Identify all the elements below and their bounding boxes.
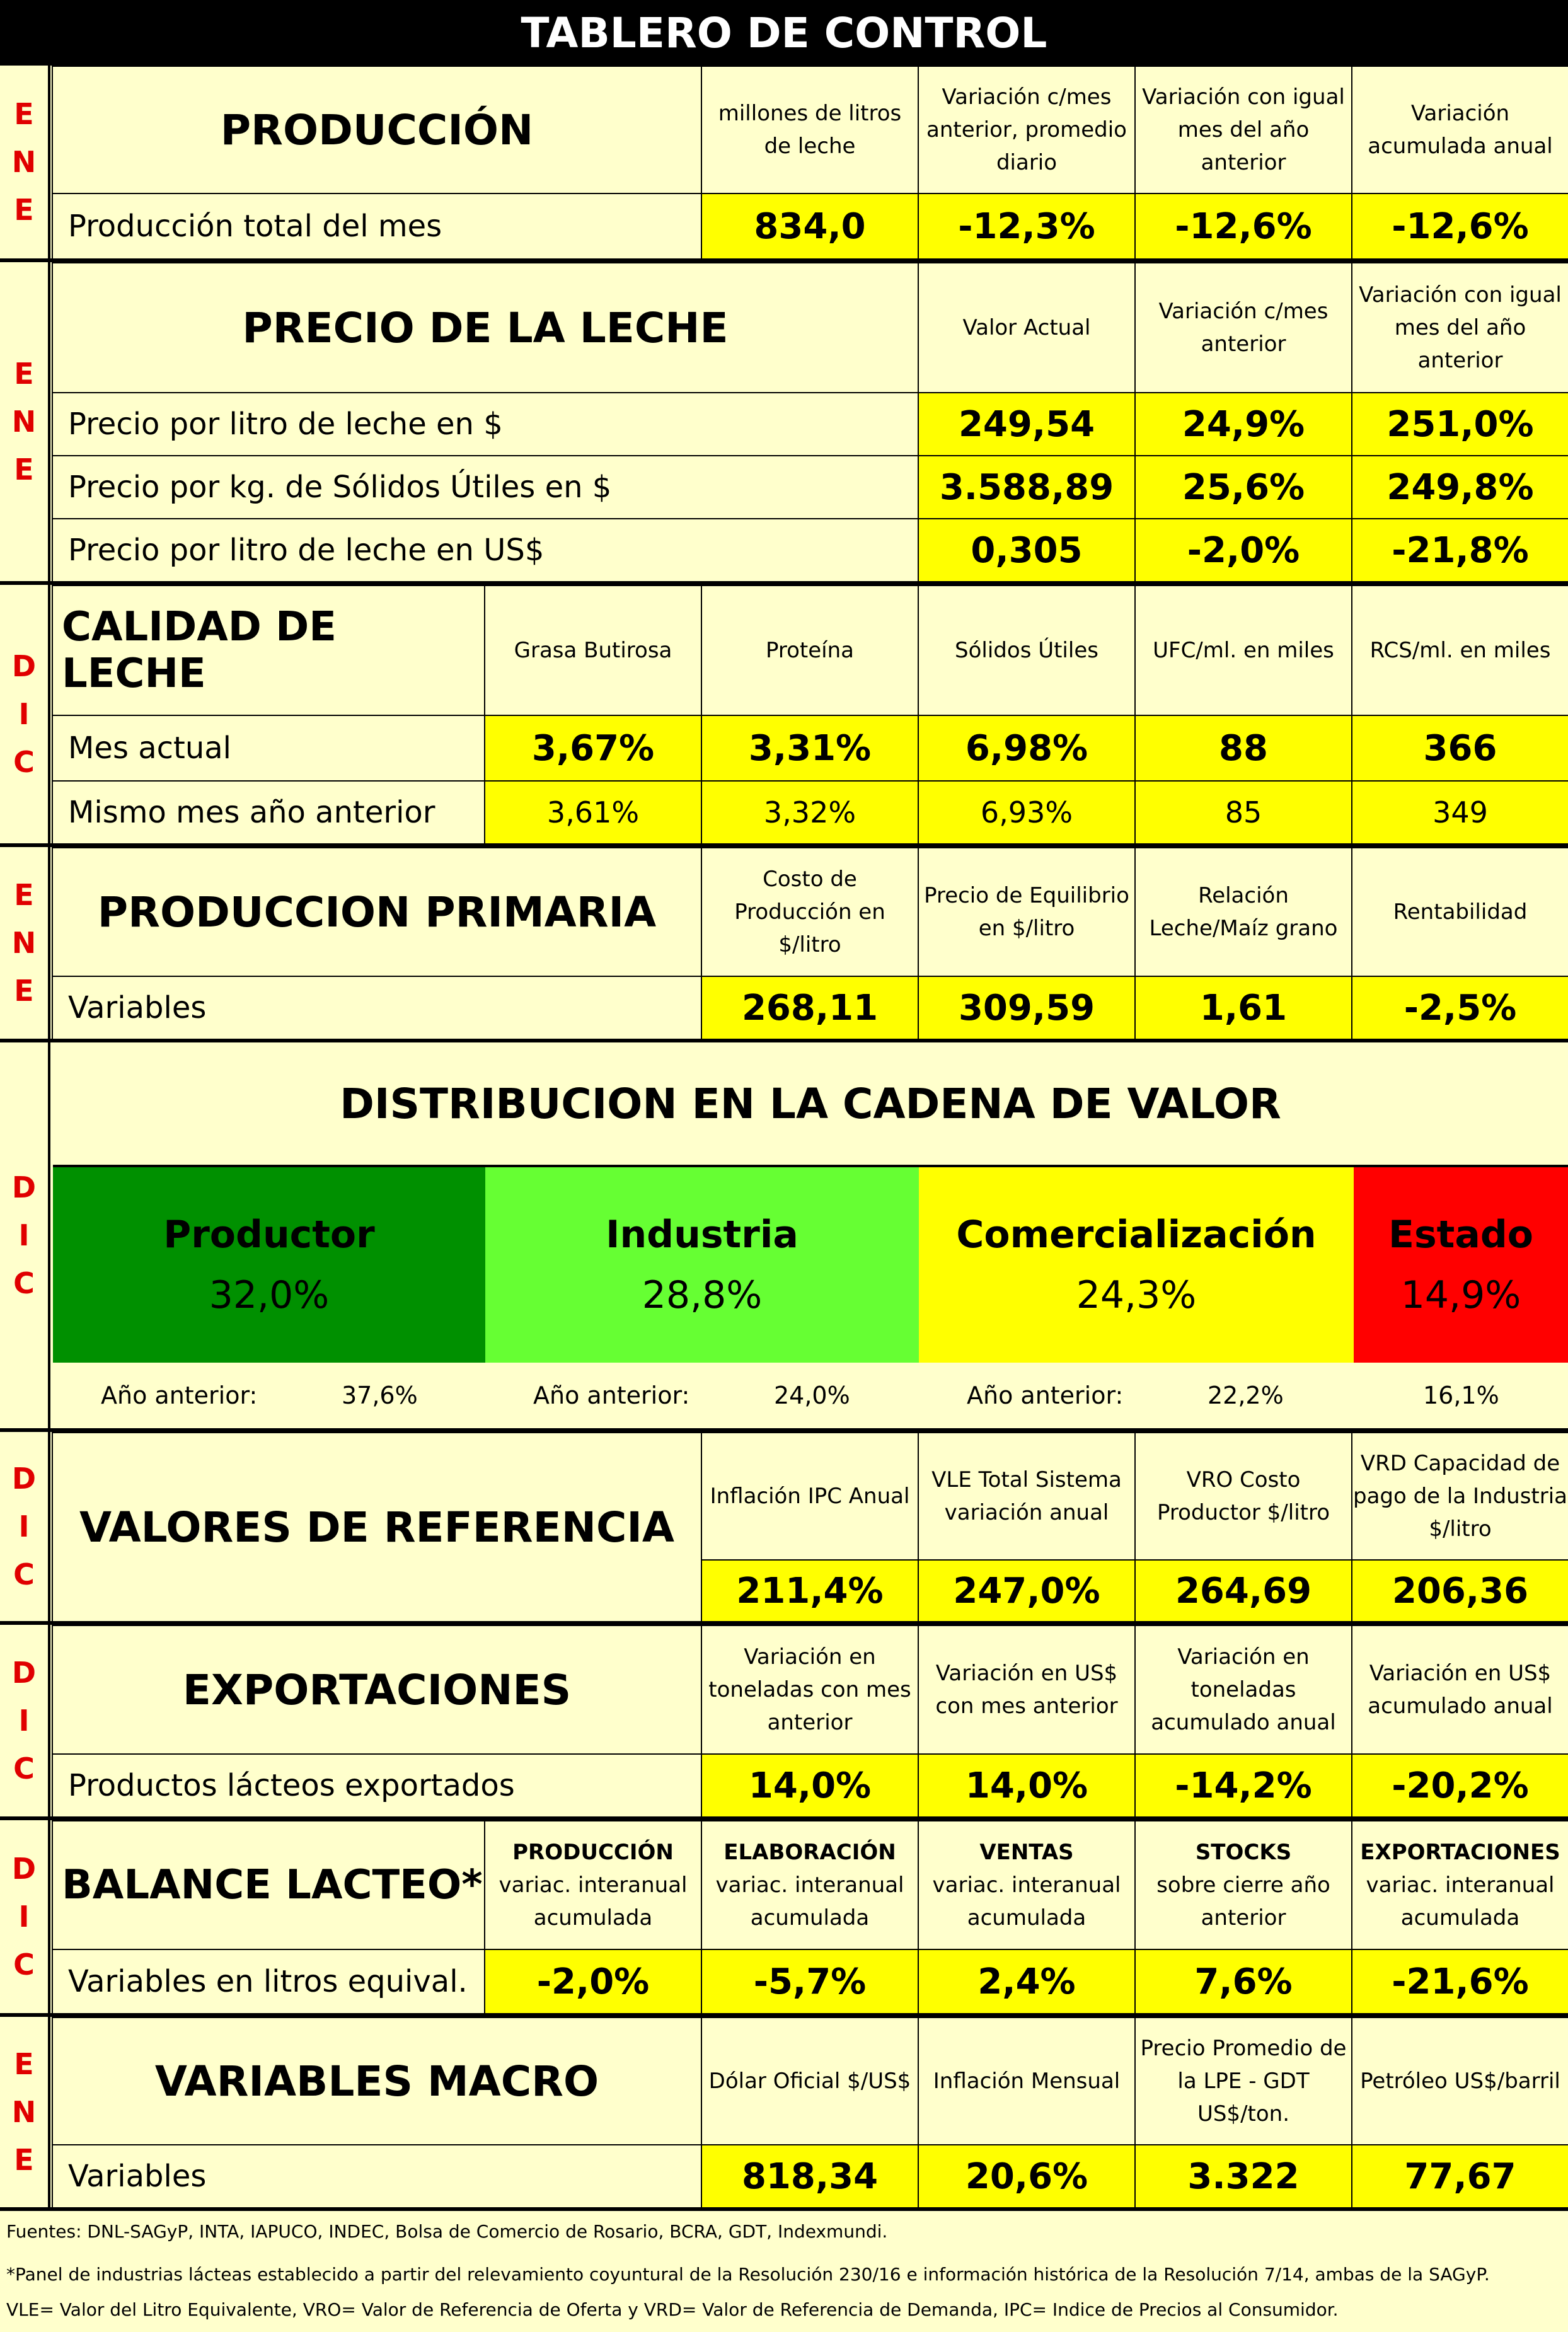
- primaria-table: [52, 847, 1568, 1040]
- col-header: Sólidos Útiles: [918, 586, 1135, 715]
- col-header: Variación en toneladas acumulado anual: [1135, 1625, 1352, 1754]
- distribution-band: [53, 1167, 1568, 1363]
- value-cell: 3.588,89: [918, 456, 1135, 519]
- value-cell: 3,32%: [701, 781, 918, 844]
- footer-glossary: VLE= Valor del Litro Equivalente, VRO= Valor de Referencia de Oferta y VRD= Valor de Referencia de Demanda, IPC= Indice de Precios al Consumidor.: [6, 2299, 1339, 2320]
- exportaciones-heading: EXPORTACIONES: [52, 1625, 701, 1754]
- value-cell: 206,36: [1352, 1560, 1568, 1622]
- col-header: UFC/ml. en miles: [1135, 586, 1352, 715]
- value-cell: 366: [1352, 715, 1568, 781]
- value-cell: 14,0%: [701, 1754, 918, 1817]
- col-header: ELABORACIÓN variac. interanual acumulada: [701, 1821, 918, 1949]
- value-cell: 249,8%: [1352, 456, 1568, 519]
- value-cell: 211,4%: [701, 1560, 918, 1622]
- macro-heading: VARIABLES MACRO: [52, 2017, 701, 2145]
- row-label: Variables en litros equival.: [52, 1949, 485, 2014]
- row-label: Mes actual: [52, 715, 485, 781]
- col-header: Variación en US$ con mes anterior: [918, 1625, 1135, 1754]
- col-header: VENTAS variac. interanual acumulada: [918, 1821, 1135, 1949]
- value-cell: 3,67%: [485, 715, 701, 781]
- month-label-precio: E N E: [0, 262, 50, 581]
- balance-heading: BALANCE LACTEO*: [52, 1821, 485, 1949]
- value-cell: 25,6%: [1135, 456, 1352, 519]
- col-header: Variación c/mes anterior, promedio diario: [918, 66, 1135, 193]
- value-cell: -2,0%: [485, 1949, 701, 2014]
- value-cell: -5,7%: [701, 1949, 918, 2014]
- col-header: VRO Costo Productor $/litro: [1135, 1433, 1352, 1560]
- value-cell: 1,61: [1135, 976, 1352, 1039]
- col-header: Variación en US$ acumulado anual: [1352, 1625, 1568, 1754]
- share-productor: Productor 32,0%: [53, 1167, 485, 1363]
- row-label: Precio por litro de leche en US$: [52, 519, 918, 582]
- footer-sources: Fuentes: DNL-SAGyP, INTA, IAPUCO, INDEC, Bolsa de Comercio de Rosario, BCRA, GDT, Indexmundi.: [6, 2221, 888, 2242]
- row-label: Variables: [52, 2145, 701, 2208]
- month-label-calidad: D I C: [0, 585, 50, 843]
- col-header: VLE Total Sistema variación anual: [918, 1433, 1135, 1560]
- col-header: Petróleo US$/barril: [1352, 2017, 1568, 2145]
- value-cell: 3.322: [1135, 2145, 1352, 2208]
- prev-year-value: 37,6%: [342, 1382, 418, 1409]
- row-label: Producción total del mes: [52, 193, 701, 259]
- col-header: Rentabilidad: [1352, 848, 1568, 976]
- row-label: Variables: [52, 976, 701, 1039]
- referencia-heading: VALORES DE REFERENCIA: [52, 1433, 701, 1622]
- col-header: STOCKS sobre cierre año anterior: [1135, 1821, 1352, 1949]
- col-header: VRD Capacidad de pago de la Industria $/litro: [1352, 1433, 1568, 1560]
- value-cell: 20,6%: [918, 2145, 1135, 2208]
- value-cell: 3,31%: [701, 715, 918, 781]
- value-cell: 247,0%: [918, 1560, 1135, 1622]
- value-cell: 6,93%: [918, 781, 1135, 844]
- prev-year-label: Año anterior:: [967, 1382, 1124, 1409]
- prev-year-label: Año anterior:: [533, 1382, 690, 1409]
- month-label-distribucion: D I C: [0, 1042, 50, 1428]
- col-header: Variación c/mes anterior: [1135, 263, 1352, 393]
- col-header: Precio de Equilibrio en $/litro: [918, 848, 1135, 976]
- col-header: Dólar Oficial $/US$: [701, 2017, 918, 2145]
- value-cell: -2,5%: [1352, 976, 1568, 1039]
- value-cell: 251,0%: [1352, 393, 1568, 456]
- prev-year-value: 22,2%: [1208, 1382, 1284, 1409]
- share-estado: Estado 14,9%: [1354, 1167, 1568, 1363]
- prev-year-value: 16,1%: [1423, 1382, 1499, 1409]
- col-header: millones de litros de leche: [701, 66, 918, 193]
- col-header: Inflación Mensual: [918, 2017, 1135, 2145]
- section-divider: [0, 2207, 1568, 2211]
- month-label-referencia: D I C: [0, 1432, 50, 1621]
- col-header: Variación con igual mes del año anterior: [1135, 66, 1352, 193]
- value-cell: 7,6%: [1135, 1949, 1352, 2014]
- row-label: Precio por litro de leche en $: [52, 393, 918, 456]
- value-cell: 3,61%: [485, 781, 701, 844]
- value-cell: 0,305: [918, 519, 1135, 582]
- value-cell: 6,98%: [918, 715, 1135, 781]
- value-cell: -12,6%: [1135, 193, 1352, 259]
- month-label-balance: D I C: [0, 1820, 50, 2013]
- produccion-table: [52, 66, 1568, 260]
- month-label-primaria: E N E: [0, 847, 50, 1039]
- month-label-macro: E N E: [0, 2017, 50, 2207]
- balance-table: [52, 1820, 1568, 2014]
- value-cell: -21,8%: [1352, 519, 1568, 582]
- value-cell: 834,0: [701, 193, 918, 259]
- col-header: Variación acumulada anual: [1352, 66, 1568, 193]
- col-header: PRODUCCIÓN variac. interanual acumulada: [485, 1821, 701, 1949]
- value-cell: 818,34: [701, 2145, 918, 2208]
- col-header: Inflación IPC Anual: [701, 1433, 918, 1560]
- value-cell: 2,4%: [918, 1949, 1135, 2014]
- value-cell: 77,67: [1352, 2145, 1568, 2208]
- footer-note-panel: *Panel de industrias lácteas establecido a partir del relevamiento coyuntural de la Resolución 230/16 e información histórica de la Resolución 7/14, ambas de la SAGyP.: [6, 2264, 1490, 2285]
- col-header: Variación con igual mes del año anterior: [1352, 263, 1568, 393]
- col-header: Costo de Producción en $/litro: [701, 848, 918, 976]
- col-header: Variación en toneladas con mes anterior: [701, 1625, 918, 1754]
- value-cell: -20,2%: [1352, 1754, 1568, 1817]
- precio-table: [52, 262, 1568, 582]
- value-cell: 249,54: [918, 393, 1135, 456]
- share-industria: Industria 28,8%: [485, 1167, 919, 1363]
- macro-table: [52, 2017, 1568, 2208]
- month-label-exportaciones: D I C: [0, 1625, 50, 1816]
- value-cell: 85: [1135, 781, 1352, 844]
- calidad-table: [52, 585, 1568, 845]
- value-cell: 349: [1352, 781, 1568, 844]
- row-label: Precio por kg. de Sólidos Útiles en $: [52, 456, 918, 519]
- col-header: EXPORTACIONES variac. interanual acumulada: [1352, 1821, 1568, 1949]
- produccion-heading: PRODUCCIÓN: [52, 66, 701, 193]
- exportaciones-table: [52, 1625, 1568, 1818]
- value-cell: 14,0%: [918, 1754, 1135, 1817]
- share-comercializacion: Comercialización 24,3%: [919, 1167, 1354, 1363]
- value-cell: -12,3%: [918, 193, 1135, 259]
- col-header: Valor Actual: [918, 263, 1135, 393]
- value-cell: 264,69: [1135, 1560, 1352, 1622]
- precio-heading: PRECIO DE LA LECHE: [52, 263, 918, 393]
- value-cell: -14,2%: [1135, 1754, 1352, 1817]
- calidad-heading: CALIDAD DE LECHE: [52, 586, 485, 715]
- value-cell: 88: [1135, 715, 1352, 781]
- col-header: Precio Promedio de la LPE - GDT US$/ton.: [1135, 2017, 1352, 2145]
- month-label-produccion: E N E: [0, 66, 50, 258]
- row-label: Mismo mes año anterior: [52, 781, 485, 844]
- value-cell: 268,11: [701, 976, 918, 1039]
- referencia-table: [52, 1432, 1568, 1622]
- distribucion-heading: DISTRIBUCION EN LA CADENA DE VALOR: [53, 1042, 1568, 1167]
- value-cell: 309,59: [918, 976, 1135, 1039]
- primaria-heading: PRODUCCION PRIMARIA: [52, 848, 701, 976]
- col-header: RCS/ml. en miles: [1352, 586, 1568, 715]
- col-header: Relación Leche/Maíz grano: [1135, 848, 1352, 976]
- value-cell: 24,9%: [1135, 393, 1352, 456]
- col-header: Proteína: [701, 586, 918, 715]
- value-cell: -21,6%: [1352, 1949, 1568, 2014]
- value-cell: -12,6%: [1352, 193, 1568, 259]
- col-header: Grasa Butirosa: [485, 586, 701, 715]
- prev-year-value: 24,0%: [774, 1382, 850, 1409]
- page-title: TABLERO DE CONTROL: [0, 0, 1568, 66]
- value-cell: -2,0%: [1135, 519, 1352, 582]
- prev-year-label: Año anterior:: [101, 1382, 258, 1409]
- row-label: Productos lácteos exportados: [52, 1754, 701, 1817]
